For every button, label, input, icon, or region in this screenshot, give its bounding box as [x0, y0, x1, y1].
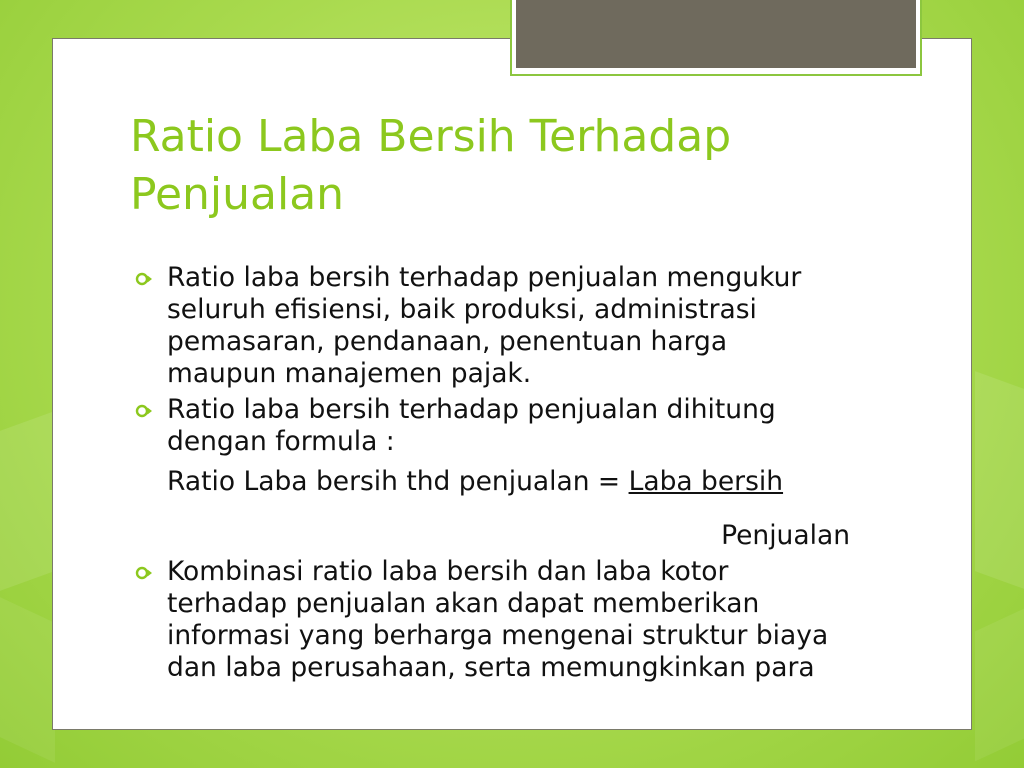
bullet-item — [135, 394, 835, 458]
formula-lhs: Ratio Laba bersih thd penjualan = — [167, 466, 629, 497]
circle-arrow-bullet-icon — [135, 404, 153, 418]
background-decoration — [975, 371, 1024, 589]
background-decoration — [0, 409, 60, 591]
bullet-text: Ratio laba bersih terhadap penjualan dihitung dengan formula : — [167, 394, 776, 457]
circle-arrow-bullet-icon — [135, 272, 153, 286]
slide-body — [135, 262, 850, 688]
background-decoration — [0, 597, 55, 763]
header-tab — [516, 0, 916, 68]
formula-line — [135, 466, 835, 498]
background-decoration — [975, 609, 1024, 762]
formula-denominator: Penjualan — [721, 520, 850, 551]
bullet-text: Ratio laba bersih terhadap penjualan mengukur seluruh efisiensi, baik produksi, administrasi pemasaran, pendanaan, penentuan harga maupun manajemen pajak. — [167, 262, 802, 389]
slide-title: Ratio Laba Bersih Terhadap Penjualan — [130, 111, 732, 220]
bullet-text: Kombinasi ratio laba bersih dan laba kotor terhadap penjualan akan dapat memberikan informasi yang berharga mengenai struktur biaya dan laba perusahaan, serta memungkinkan para — [167, 556, 829, 683]
bullet-item — [135, 556, 835, 684]
formula-numerator: Laba bersih — [628, 466, 784, 497]
circle-arrow-bullet-icon — [135, 566, 153, 580]
bullet-item — [135, 262, 835, 390]
